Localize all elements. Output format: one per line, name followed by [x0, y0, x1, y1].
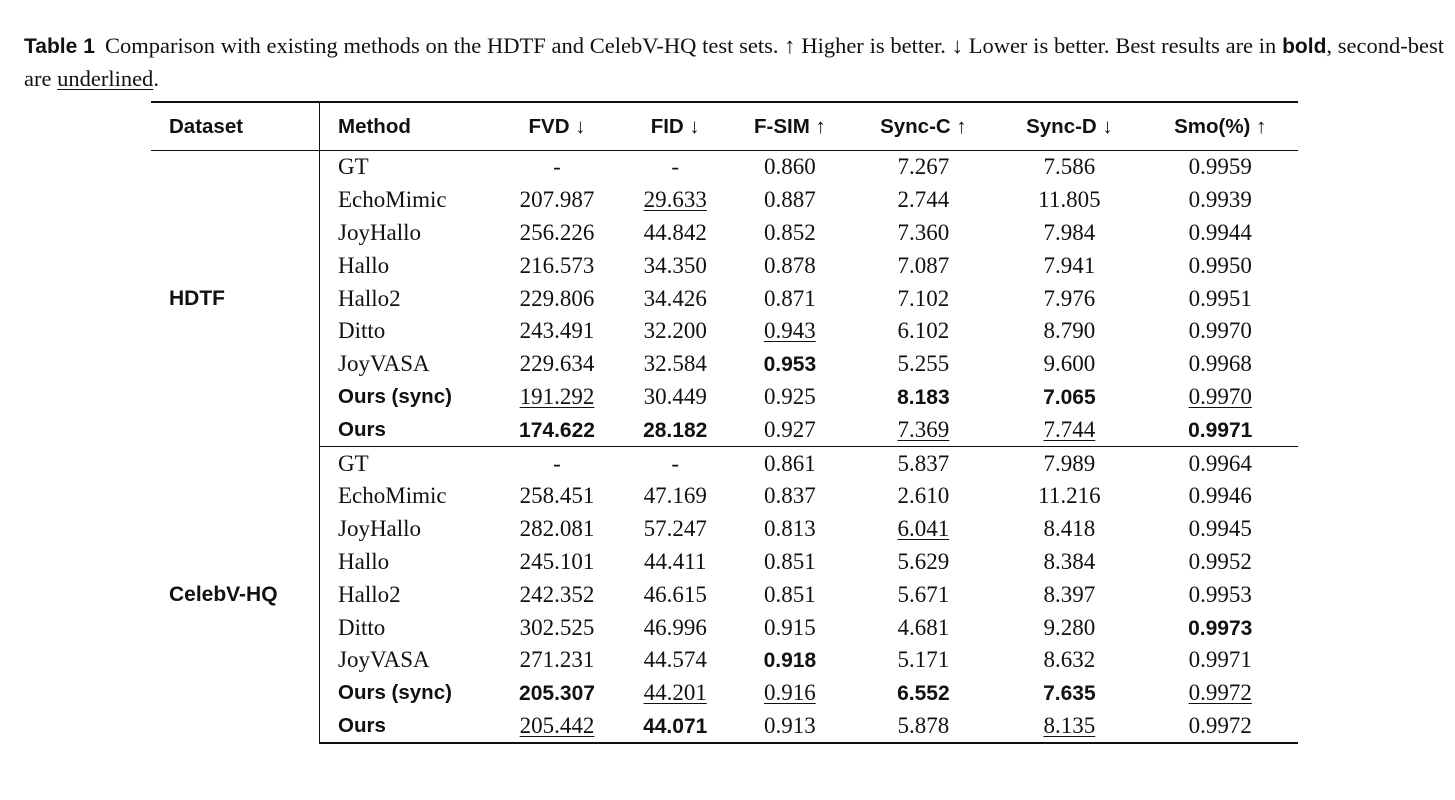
fvd-value: 271.231 — [519, 647, 595, 673]
syncc-cell — [850, 513, 996, 546]
smo-value: 0.9970 — [1188, 318, 1252, 344]
table-row — [151, 249, 1298, 282]
fid-cell — [621, 381, 729, 414]
fsim-cell — [729, 644, 850, 677]
syncd-value: 8.397 — [1043, 581, 1096, 607]
smo-cell — [1142, 480, 1298, 513]
table-row — [151, 447, 1298, 480]
smo-value: 0.9944 — [1188, 219, 1252, 245]
smo-cell — [1142, 677, 1298, 710]
caption-underlined-word: underlined — [57, 66, 154, 91]
fsim-cell — [729, 546, 850, 579]
fvd-value: 245.101 — [519, 548, 595, 574]
header-smo: Smo(%) ↑ — [1142, 102, 1298, 151]
method-cell: JoyVASA — [338, 647, 430, 673]
syncd-cell — [996, 381, 1142, 414]
smo-value: 0.9953 — [1188, 581, 1252, 607]
caption-text-2: , second-best are — [24, 33, 1445, 91]
smo-cell — [1142, 184, 1298, 217]
syncc-value: 2.744 — [897, 187, 950, 213]
smo-cell — [1142, 151, 1298, 184]
fvd-cell — [493, 282, 621, 315]
caption-bold-word: bold — [1282, 35, 1327, 58]
fid-cell — [621, 184, 729, 217]
table-row — [151, 578, 1298, 611]
header-row — [151, 102, 1298, 151]
syncd-cell — [996, 151, 1142, 184]
syncd-cell — [996, 447, 1142, 480]
smo-value: 0.9971 — [1188, 647, 1252, 673]
fsim-value: 0.918 — [763, 649, 817, 673]
group-hdtf — [151, 151, 1298, 447]
smo-value: 0.9959 — [1188, 154, 1252, 180]
smo-value: 0.9951 — [1188, 285, 1252, 311]
table-row — [151, 151, 1298, 184]
syncd-cell — [996, 578, 1142, 611]
fsim-value: 0.851 — [763, 548, 816, 574]
fid-cell — [621, 644, 729, 677]
fvd-cell — [493, 644, 621, 677]
fid-value: 57.247 — [643, 516, 707, 542]
syncd-cell — [996, 710, 1142, 744]
smo-value: 0.9971 — [1188, 418, 1253, 442]
syncd-value: 7.744 — [1043, 416, 1096, 442]
fsim-cell — [729, 282, 850, 315]
fvd-value: 302.525 — [519, 614, 595, 640]
table-row — [151, 315, 1298, 348]
table-row — [151, 611, 1298, 644]
method-cell: GT — [338, 154, 369, 180]
syncc-value: 5.629 — [897, 548, 950, 574]
fvd-cell — [493, 513, 621, 546]
syncc-value: 7.102 — [897, 285, 950, 311]
fid-value: 44.411 — [643, 548, 707, 574]
smo-value: 0.9945 — [1188, 516, 1252, 542]
fid-cell — [621, 611, 729, 644]
fid-value: 32.584 — [643, 351, 707, 377]
method-cell: Hallo — [338, 548, 390, 574]
syncd-cell — [996, 513, 1142, 546]
fvd-value: - — [553, 154, 561, 180]
fsim-value: 0.943 — [763, 318, 816, 344]
smo-cell — [1142, 282, 1298, 315]
dataset-cell: HDTF — [151, 151, 320, 447]
syncc-cell — [850, 315, 996, 348]
header-fsim: F-SIM ↑ — [729, 102, 850, 151]
fid-cell — [621, 578, 729, 611]
smo-value: 0.9972 — [1188, 680, 1252, 706]
smo-cell — [1142, 447, 1298, 480]
method-cell: Ditto — [338, 318, 386, 344]
smo-cell — [1142, 249, 1298, 282]
fvd-cell — [493, 217, 621, 250]
fsim-value: 0.871 — [763, 285, 816, 311]
fid-cell — [621, 710, 729, 744]
fid-value: 44.842 — [643, 219, 707, 245]
fid-value: 32.200 — [643, 318, 707, 344]
caption-text-3: . — [153, 66, 159, 91]
syncd-cell — [996, 677, 1142, 710]
fid-value: 44.574 — [643, 647, 707, 673]
syncd-value: 9.280 — [1043, 614, 1096, 640]
header-dataset: Dataset — [151, 102, 320, 151]
fid-value: 30.449 — [643, 383, 707, 409]
fsim-value: 0.813 — [763, 516, 816, 542]
fsim-cell — [729, 381, 850, 414]
smo-cell — [1142, 348, 1298, 381]
syncd-value: 7.984 — [1043, 219, 1096, 245]
smo-cell — [1142, 413, 1298, 446]
syncc-cell — [850, 710, 996, 744]
syncd-cell — [996, 611, 1142, 644]
fid-cell — [621, 677, 729, 710]
syncc-value: 8.183 — [897, 385, 950, 409]
fvd-cell — [493, 315, 621, 348]
syncc-value: 6.552 — [897, 682, 950, 706]
fvd-value: 205.442 — [519, 712, 595, 738]
syncc-cell — [850, 677, 996, 710]
fvd-value: - — [553, 450, 561, 476]
fid-value: 47.169 — [643, 483, 707, 509]
header-syncd: Sync-D ↓ — [996, 102, 1142, 151]
fid-cell — [621, 546, 729, 579]
fsim-cell — [729, 611, 850, 644]
fvd-cell — [493, 413, 621, 446]
fid-cell — [621, 513, 729, 546]
syncd-value: 7.635 — [1043, 682, 1096, 706]
fvd-value: 229.806 — [519, 285, 595, 311]
fvd-cell — [493, 677, 621, 710]
syncd-cell — [996, 413, 1142, 446]
syncc-cell — [850, 282, 996, 315]
syncd-value: 8.135 — [1043, 712, 1096, 738]
method-cell: EchoMimic — [338, 187, 447, 213]
smo-value: 0.9964 — [1188, 450, 1252, 476]
table-row — [151, 184, 1298, 217]
fsim-cell — [729, 480, 850, 513]
table-row — [151, 644, 1298, 677]
syncc-value: 7.369 — [897, 416, 950, 442]
syncd-cell — [996, 315, 1142, 348]
method-cell: Hallo2 — [338, 581, 401, 607]
syncc-cell — [850, 480, 996, 513]
method-cell: Ours — [320, 413, 494, 446]
fid-cell — [621, 348, 729, 381]
syncc-cell — [850, 249, 996, 282]
fsim-value: 0.852 — [763, 219, 816, 245]
syncd-cell — [996, 546, 1142, 579]
fid-value: 46.996 — [643, 614, 707, 640]
fid-value: 44.201 — [643, 680, 707, 706]
syncd-value: 7.976 — [1043, 285, 1096, 311]
fvd-value: 258.451 — [519, 483, 595, 509]
fid-cell — [621, 447, 729, 480]
syncc-cell — [850, 644, 996, 677]
syncd-value: 11.805 — [1038, 187, 1101, 213]
fvd-value: 205.307 — [519, 682, 595, 706]
results-table — [151, 101, 1298, 744]
fvd-cell — [493, 710, 621, 744]
fsim-value: 0.953 — [763, 353, 817, 377]
fsim-value: 0.887 — [763, 187, 816, 213]
syncd-cell — [996, 480, 1142, 513]
header-fvd: FVD ↓ — [493, 102, 621, 151]
fvd-value: 207.987 — [519, 187, 595, 213]
syncd-value: 7.941 — [1043, 252, 1096, 278]
fid-value: - — [671, 154, 680, 180]
syncd-value: 9.600 — [1043, 351, 1096, 377]
fid-value: 28.182 — [643, 418, 708, 442]
fid-cell — [621, 315, 729, 348]
fvd-cell — [493, 611, 621, 644]
fsim-cell — [729, 348, 850, 381]
header-syncc: Sync-C ↑ — [850, 102, 996, 151]
table-row — [151, 217, 1298, 250]
smo-cell — [1142, 578, 1298, 611]
method-cell: Ours (sync) — [338, 681, 452, 705]
fsim-cell — [729, 249, 850, 282]
fsim-cell — [729, 184, 850, 217]
fvd-value: 191.292 — [519, 383, 595, 409]
smo-cell — [1142, 513, 1298, 546]
fsim-cell — [729, 151, 850, 184]
table-caption — [24, 30, 1444, 95]
method-cell: JoyHallo — [338, 516, 422, 542]
fid-value: 34.350 — [643, 252, 707, 278]
syncd-value: 8.384 — [1043, 548, 1096, 574]
fvd-value: 256.226 — [519, 219, 595, 245]
syncc-value: 5.255 — [897, 351, 950, 377]
syncc-cell — [850, 217, 996, 250]
method-cell: Hallo2 — [338, 285, 401, 311]
fvd-cell — [493, 546, 621, 579]
syncc-cell — [850, 578, 996, 611]
syncc-value: 7.360 — [897, 219, 950, 245]
fsim-cell — [729, 513, 850, 546]
fid-cell — [621, 249, 729, 282]
fvd-value: 243.491 — [519, 318, 595, 344]
fid-value: - — [671, 450, 680, 476]
fsim-value: 0.837 — [763, 483, 816, 509]
syncd-cell — [996, 217, 1142, 250]
fvd-value: 216.573 — [519, 252, 595, 278]
syncd-cell — [996, 348, 1142, 381]
syncd-value: 7.586 — [1043, 154, 1096, 180]
method-cell: Ours — [320, 710, 494, 744]
method-cell: Ours (sync) — [338, 384, 452, 408]
syncd-cell — [996, 644, 1142, 677]
fsim-value: 0.851 — [763, 581, 816, 607]
syncd-value: 8.418 — [1043, 516, 1096, 542]
fvd-cell — [493, 151, 621, 184]
table-row — [151, 282, 1298, 315]
table-row — [151, 480, 1298, 513]
fsim-cell — [729, 677, 850, 710]
fvd-cell — [493, 348, 621, 381]
syncc-cell — [850, 546, 996, 579]
smo-value: 0.9968 — [1188, 351, 1252, 377]
table-row — [151, 348, 1298, 381]
method-cell: Ditto — [338, 614, 386, 640]
fid-cell — [621, 282, 729, 315]
method-cell: JoyVASA — [338, 351, 430, 377]
syncc-value: 2.610 — [897, 483, 950, 509]
smo-cell — [1142, 315, 1298, 348]
fsim-value: 0.925 — [763, 383, 816, 409]
syncc-cell — [850, 611, 996, 644]
smo-cell — [1142, 611, 1298, 644]
fsim-value: 0.927 — [763, 416, 816, 442]
fvd-cell — [493, 184, 621, 217]
smo-value: 0.9946 — [1188, 483, 1252, 509]
syncc-cell — [850, 381, 996, 414]
fvd-cell — [493, 578, 621, 611]
syncc-value: 7.087 — [897, 252, 950, 278]
smo-value: 0.9950 — [1188, 252, 1252, 278]
syncc-value: 5.878 — [897, 712, 950, 738]
fid-value: 29.633 — [643, 187, 707, 213]
header-fid: FID ↓ — [621, 102, 729, 151]
header-method: Method — [320, 102, 494, 151]
fid-cell — [621, 480, 729, 513]
syncc-value: 6.041 — [897, 516, 950, 542]
group-celebv-hq — [151, 447, 1298, 744]
syncd-value: 8.790 — [1043, 318, 1096, 344]
fid-value: 44.071 — [643, 714, 708, 738]
smo-value: 0.9972 — [1188, 712, 1252, 738]
fvd-value: 242.352 — [519, 581, 595, 607]
fsim-cell — [729, 710, 850, 744]
syncc-cell — [850, 151, 996, 184]
smo-value: 0.9973 — [1188, 616, 1253, 640]
table-row — [151, 513, 1298, 546]
smo-cell — [1142, 710, 1298, 744]
dataset-cell: CelebV-HQ — [151, 447, 320, 744]
table-row — [151, 546, 1298, 579]
syncd-value: 8.632 — [1043, 647, 1096, 673]
table-row — [151, 381, 1298, 414]
fvd-cell — [493, 480, 621, 513]
fsim-value: 0.878 — [763, 252, 816, 278]
fsim-cell — [729, 413, 850, 446]
smo-value: 0.9952 — [1188, 548, 1252, 574]
smo-cell — [1142, 217, 1298, 250]
fid-value: 46.615 — [643, 581, 707, 607]
fvd-value: 229.634 — [519, 351, 595, 377]
syncd-value: 7.989 — [1043, 450, 1096, 476]
smo-value: 0.9970 — [1188, 383, 1252, 409]
syncc-cell — [850, 184, 996, 217]
syncc-value: 6.102 — [897, 318, 950, 344]
syncd-cell — [996, 249, 1142, 282]
fvd-value: 282.081 — [519, 516, 595, 542]
fsim-value: 0.916 — [763, 680, 816, 706]
syncd-cell — [996, 282, 1142, 315]
table-row — [151, 710, 1298, 744]
fvd-value: 174.622 — [519, 418, 595, 442]
syncc-cell — [850, 413, 996, 446]
fid-cell — [621, 151, 729, 184]
smo-value: 0.9939 — [1188, 187, 1252, 213]
syncc-value: 5.171 — [897, 647, 950, 673]
fvd-cell — [493, 447, 621, 480]
fid-cell — [621, 217, 729, 250]
fvd-cell — [493, 381, 621, 414]
fsim-cell — [729, 578, 850, 611]
fid-value: 34.426 — [643, 285, 707, 311]
fsim-cell — [729, 217, 850, 250]
method-cell: GT — [338, 450, 369, 476]
smo-cell — [1142, 644, 1298, 677]
fsim-cell — [729, 447, 850, 480]
caption-text: Comparison with existing methods on the HDTF and CelebV-HQ test sets. ↑ Higher is better. ↓ Lower is better. Best results are in — [104, 33, 1283, 58]
syncc-value: 5.671 — [897, 581, 950, 607]
syncd-value: 11.216 — [1038, 483, 1101, 509]
fid-cell — [621, 413, 729, 446]
syncc-value: 7.267 — [897, 154, 950, 180]
syncc-cell — [850, 447, 996, 480]
fsim-value: 0.915 — [763, 614, 816, 640]
method-cell: JoyHallo — [338, 219, 422, 245]
syncc-value: 5.837 — [897, 450, 950, 476]
syncc-cell — [850, 348, 996, 381]
table-row — [151, 413, 1298, 446]
smo-cell — [1142, 546, 1298, 579]
method-cell: EchoMimic — [338, 483, 447, 509]
fsim-cell — [729, 315, 850, 348]
fsim-value: 0.861 — [763, 450, 816, 476]
syncc-value: 4.681 — [897, 614, 950, 640]
syncd-cell — [996, 184, 1142, 217]
table-row — [151, 677, 1298, 710]
syncd-value: 7.065 — [1043, 385, 1096, 409]
fvd-cell — [493, 249, 621, 282]
method-cell: Hallo — [338, 252, 390, 278]
fsim-value: 0.860 — [763, 154, 816, 180]
smo-cell — [1142, 381, 1298, 414]
caption-label: Table 1 — [24, 35, 95, 58]
fsim-value: 0.913 — [763, 712, 816, 738]
